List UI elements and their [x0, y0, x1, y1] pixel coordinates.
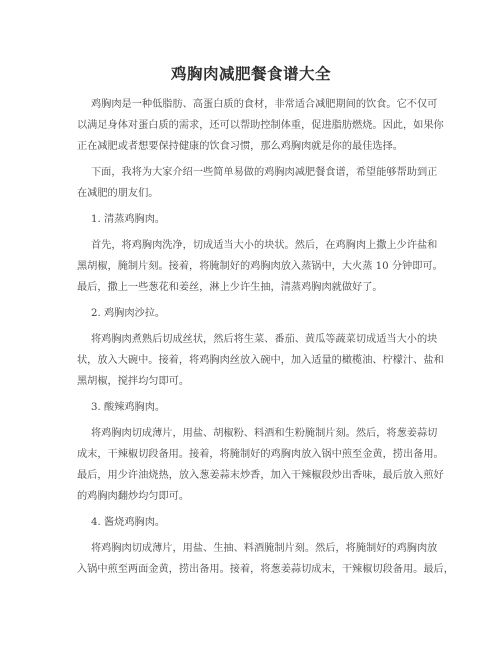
- paragraph-line: 黑胡椒，腌制片刻。接着，将腌制好的鸡胸肉放入蒸锅中，大火蒸 10 分钟即可。: [77, 261, 443, 272]
- paragraph-line: 状，放入大碗中。接着，将鸡胸肉丝放入碗中，加入适量的橄榄油、柠檬汁、盐和: [77, 355, 444, 366]
- paragraph-line: 成末，干辣椒切段备用。接着，将腌制好的鸡胸肉放入锅中煎至金黄，捞出备用。: [77, 449, 444, 460]
- paragraph-line: 在减肥的朋友们。: [77, 188, 159, 199]
- paragraph-line: 正在减肥或者想要保持健康的饮食习惯，那么鸡胸肉就是你的最佳选择。: [77, 141, 403, 152]
- paragraph-line: 将鸡胸肉切成薄片，用盐、胡椒粉、料酒和生粉腌制片刻。然后，将葱姜蒜切: [91, 428, 438, 439]
- section-heading: 1. 清蒸鸡胸肉。: [91, 214, 166, 225]
- paragraph-line: 入锅中煎至两面金黄，捞出备用。接着，将葱姜蒜切成末，干辣椒切段备用。最后，: [77, 564, 454, 575]
- section-heading: 3. 酸辣鸡胸肉。: [91, 402, 166, 413]
- paragraph-line: 下面，我将为大家介绍一些简单易做的鸡胸肉减肥餐食谱，希望能够帮助到正: [91, 167, 438, 178]
- paragraph-line: 将鸡胸肉煮熟后切成丝状，然后将生菜、番茄、黄瓜等蔬菜切成适当大小的块: [91, 334, 438, 345]
- paragraph-line: 的鸡胸肉翻炒均匀即可。: [77, 491, 190, 502]
- paragraph-line: 鸡胸肉是一种低脂肪、高蛋白质的食材，非常适合减肥期间的饮食。它不仅可: [91, 99, 438, 110]
- paragraph-line: 最后，撒上一些葱花和姜丝，淋上少许生抽，清蒸鸡胸肉就做好了。: [77, 282, 383, 293]
- paragraph-line: 首先，将鸡胸肉洗净，切成适当大小的块状。然后，在鸡胸肉上撒上少许盐和: [91, 240, 438, 251]
- paragraph-line: 以满足身体对蛋白质的需求，还可以帮助控制体重，促进脂肪燃烧。因此，如果你: [77, 120, 444, 131]
- document-title: 鸡胸肉减肥餐食谱大全: [170, 65, 331, 83]
- section-heading: 4. 酱烧鸡胸肉。: [91, 517, 166, 528]
- paragraph-line: 最后，用少许油烧热，放入葱姜蒜末炒香，加入干辣椒段炒出香味，最后放入煎好: [77, 470, 444, 481]
- paragraph-line: 将鸡胸肉切成薄片，用盐、生抽、料酒腌制片刻。然后，将腌制好的鸡胸肉放: [91, 543, 438, 554]
- paragraph-line: 黑胡椒，搅拌均匀即可。: [77, 376, 190, 387]
- section-heading: 2. 鸡胸肉沙拉。: [91, 308, 166, 319]
